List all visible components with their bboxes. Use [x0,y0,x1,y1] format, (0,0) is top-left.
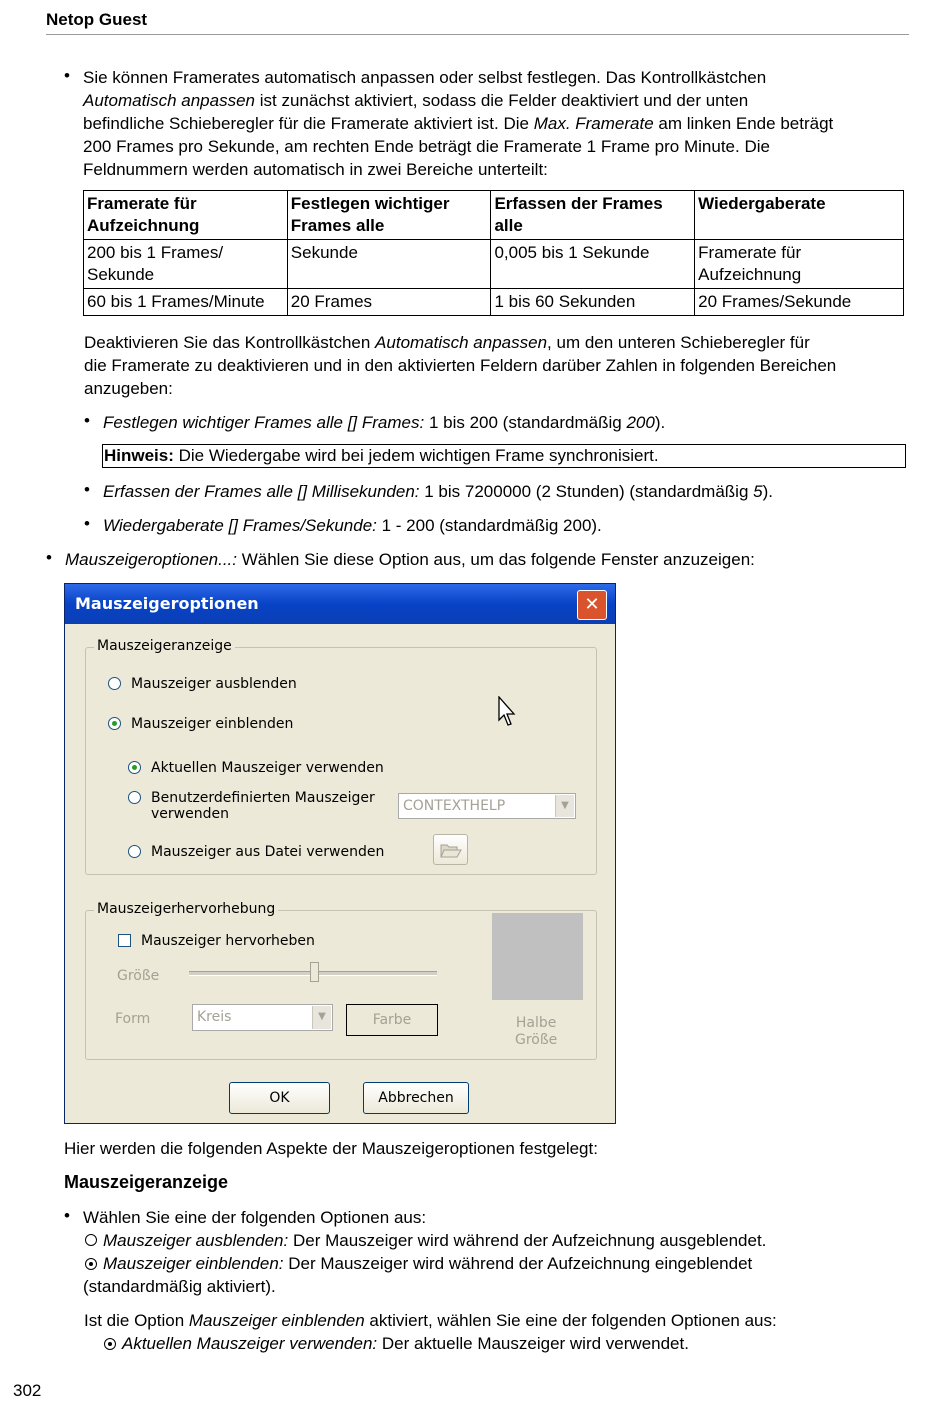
radio-hide-label: Mauszeiger ausblenden [131,676,297,692]
intro-text [83,66,914,181]
section-heading: Mauszeigeranzeige [64,1172,229,1192]
chevron-down-icon: ▼ [555,795,574,817]
table-header-cell: Framerate für Aufzeichnung [84,191,288,240]
table-cell: Sekunde [287,240,491,289]
table-header-cell: Festlegen wichtiger Frames alle [287,191,491,240]
form-label: Form [115,1011,151,1027]
table-row [84,289,904,316]
size-label: Größe [117,968,160,984]
radio-current-label: Aktuellen Mauszeiger verwenden [151,760,384,776]
table-cell: Framerate für Aufzeichnung [695,240,904,289]
open-file-button[interactable] [433,834,468,865]
color-button[interactable]: Farbe [346,1004,438,1036]
intro-italic-max: Max. Framerate [533,114,654,133]
form-select[interactable]: Kreis ▼ [192,1004,333,1031]
radio-hide-pointer[interactable] [108,677,121,690]
sub-bullet-keyframes: • Festlegen wichtiger Frames alle [] Frames: 1 bis 200 (standardmäßig 200). [84,411,666,432]
table-header-row [84,191,904,240]
radio-file-pointer[interactable] [128,845,141,858]
size-slider-thumb[interactable] [310,962,319,982]
radio-show-label: Mauszeiger einblenden [131,716,294,732]
page-number: 302 [13,1381,42,1400]
radio-custom-pointer[interactable] [128,791,141,804]
framerate-table [83,190,904,316]
group-legend: Mauszeigeranzeige [94,638,235,654]
close-button[interactable]: ✕ [577,590,607,620]
choose-option-bullet: • Wählen Sie eine der folgenden Optionen aus: Mauszeiger ausblenden: Der Mauszeiger wird während der Aufzeichnung ausgeblendet. Mauszeiger einblenden: Der Mauszeiger wird während der Aufzeichnung eingeblendet (standardmäßig aktiviert). [64,1206,767,1296]
radio-show-pointer[interactable] [108,717,121,730]
custom-pointer-select[interactable]: CONTEXTHELP ▼ [398,793,576,819]
radio-empty-icon [85,1234,97,1246]
intro-line-1: Sie können Framerates automatisch anpassen oder selbst festlegen. Das Kontrollkästchen [83,68,767,87]
deactivate-paragraph: Deaktivieren Sie das Kontrollkästchen Automatisch anpassen, um den unteren Schieberegler für die Framerate zu deaktivieren und in den aktivierten Feldern darüber Zahlen in folgenden Bereichen anzugeben: [84,333,837,398]
highlight-preview-box [492,913,583,1000]
mouse-cursor-icon [498,696,518,728]
dialog-title: Mauszeigeroptionen [75,594,259,613]
intro-bullet [64,66,914,181]
sub-bullet-capture: • Erfassen der Frames alle [] Millisekunden: 1 bis 7200000 (2 Stunden) (standardmäßig 5). [84,480,773,501]
table-row [84,240,904,289]
bullet-dot: • [64,66,70,85]
table-cell: 20 Frames [287,289,491,316]
intro-italic-auto: Automatisch anpassen [83,91,255,110]
radio-selected-icon [104,1338,116,1350]
hinweis-box: Hinweis: Die Wiedergabe wird bei jedem wichtigen Frame synchronisiert. [102,444,906,468]
ok-button[interactable]: OK [229,1082,330,1114]
table-cell: 1 bis 60 Sekunden [491,289,695,316]
table-cell: 0,005 bis 1 Sekunde [491,240,695,289]
intro-line-2: ist zunächst aktiviert, sodass die Felder deaktiviert und der unten [255,91,749,110]
radio-file-label: Mauszeiger aus Datei verwenden [151,844,385,860]
intro-line-3: befindliche Schieberegler für die Framerate aktiviert ist. Die [83,114,534,133]
radio-current-pointer[interactable] [128,761,141,774]
half-size-label: Halbe Größe [515,1015,558,1048]
group-legend: Mauszeigerhervorhebung [94,901,278,917]
table-cell: 20 Frames/Sekunde [695,289,904,316]
cancel-button[interactable]: Abbrechen [363,1082,469,1114]
radio-custom-label: Benutzerdefinierten Mauszeiger verwenden [151,790,375,822]
table-header-cell: Wiedergaberate [695,191,904,240]
intro-line-5: Feldnummern werden automatisch in zwei Bereiche unterteilt: [83,160,548,179]
after-dialog-text: Hier werden die folgenden Aspekte der Mauszeigeroptionen festgelegt: [64,1139,598,1158]
intro-line-3-rest: am linken Ende beträgt [653,114,834,133]
sub-bullet-playback: • Wiedergaberate [] Frames/Sekunde: 1 - 200 (standardmäßig 200). [84,514,602,535]
table-header-cell: Erfassen der Frames alle [491,191,695,240]
highlight-checkbox[interactable] [118,934,131,947]
radio-selected-icon [85,1258,97,1270]
table-cell: 60 bis 1 Frames/Minute [84,289,288,316]
mouse-options-dialog [64,583,616,1124]
mouse-options-bullet: • Mauszeigeroptionen...: Wählen Sie diese Option aus, um das folgende Fenster anzuzeigen: [46,548,755,569]
hinweis-label: Hinweis: [104,446,174,465]
intro-line-4: 200 Frames pro Sekunde, am rechten Ende beträgt die Framerate 1 Frame pro Minute. Die [83,137,770,156]
highlight-checkbox-label: Mauszeiger hervorheben [141,933,315,949]
chevron-down-icon: ▼ [312,1006,331,1029]
page-header [46,10,909,35]
folder-open-icon [440,841,462,859]
show-pointer-paragraph: Ist die Option Mauszeiger einblenden aktiviert, wählen Sie eine der folgenden Optionen aus: Aktuellen Mauszeiger verwenden: Der aktuelle Mauszeiger wird verwendet. [84,1311,777,1353]
dialog-titlebar [65,584,615,624]
table-cell: 200 bis 1 Frames/ Sekunde [84,240,288,289]
header-title: Netop Guest [46,10,148,29]
